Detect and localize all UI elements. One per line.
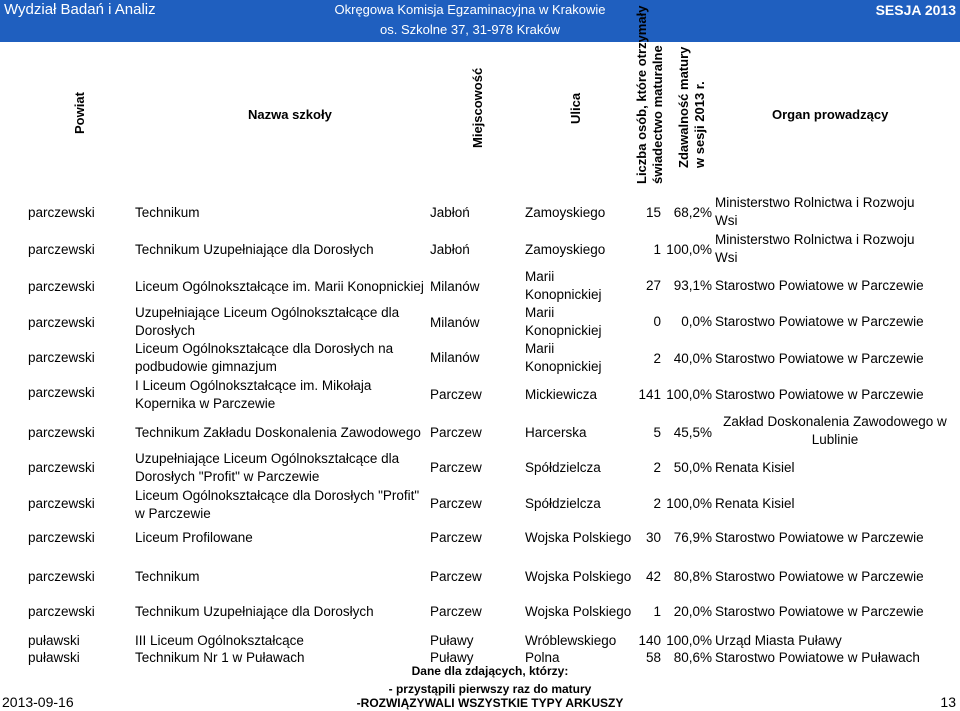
- cell-ulica: Zamoyskiego: [525, 205, 606, 220]
- col-header-nazwa: Nazwa szkoły: [248, 107, 332, 122]
- cell-liczba: 2: [653, 351, 661, 366]
- cell-miejscowosc: Parczew: [430, 387, 482, 402]
- cell-organ: Urząd Miasta Puławy: [715, 633, 842, 648]
- cell-organ: Ministerstwo Rolnictwa i Rozwoju Wsi: [715, 195, 915, 228]
- cell-nazwa: Technikum: [135, 569, 200, 584]
- cell-liczba: 140: [638, 633, 661, 648]
- cell-liczba: 2: [653, 460, 661, 475]
- cell-powiat: parczewski: [28, 279, 95, 294]
- cell-miejscowosc: Parczew: [430, 530, 482, 545]
- cell-nazwa: Technikum: [135, 205, 200, 220]
- cell-liczba: 2: [653, 496, 661, 511]
- cell-organ: Ministerstwo Rolnictwa i Rozwoju Wsi: [715, 232, 915, 265]
- footer-note-title: Dane dla zdających, którzy:: [411, 664, 569, 678]
- cell-organ: Starostwo Powiatowe w Parczewie: [715, 604, 924, 619]
- cell-powiat: parczewski: [28, 530, 95, 545]
- cell-nazwa: Liceum Ogólnokształcące dla Dorosłych na podbudowie gimnazjum: [135, 341, 394, 374]
- cell-nazwa: Technikum Nr 1 w Puławach: [135, 650, 305, 665]
- cell-ulica: Zamoyskiego: [525, 242, 606, 257]
- cell-miejscowosc: Parczew: [430, 604, 482, 619]
- col-header-zdawalnosc: [676, 47, 708, 168]
- cell-organ: Starostwo Powiatowe w Puławach: [715, 650, 920, 665]
- cell-zdawalnosc: 50,0%: [673, 460, 712, 475]
- cell-powiat: parczewski: [28, 496, 95, 511]
- cell-nazwa: Uzupełniające Liceum Ogólnokształcące dla Dorosłych: [135, 305, 400, 338]
- cell-nazwa: Liceum Ogólnokształcące im. Marii Konopnickiej: [135, 279, 424, 294]
- cell-liczba: 15: [645, 205, 661, 220]
- cell-liczba: 42: [645, 569, 661, 584]
- cell-zdawalnosc: 0,0%: [681, 314, 712, 329]
- cell-powiat: parczewski: [28, 569, 95, 584]
- cell-powiat: parczewski: [28, 315, 95, 330]
- cell-liczba: 27: [645, 278, 661, 293]
- header-institution-name: Okręgowa Komisja Egzaminacyjna w Krakowie: [334, 2, 606, 17]
- cell-zdawalnosc: 45,5%: [673, 425, 712, 440]
- cell-liczba: 5: [653, 425, 661, 440]
- cell-miejscowosc: Puławy: [430, 633, 474, 648]
- cell-powiat: puławski: [28, 633, 80, 648]
- cell-powiat: parczewski: [28, 205, 95, 220]
- header-department: Wydział Badań i Analiz: [4, 1, 156, 18]
- col-header-organ: Organ prowadzący: [772, 107, 889, 122]
- cell-organ: Starostwo Powiatowe w Parczewie: [715, 278, 924, 293]
- header-bar: [0, 0, 960, 42]
- cell-powiat: parczewski: [28, 350, 95, 365]
- cell-nazwa: Technikum Uzupełniające dla Dorosłych: [135, 242, 374, 257]
- cell-liczba: 141: [638, 387, 661, 402]
- cell-powiat: parczewski: [28, 460, 95, 475]
- cell-organ: Renata Kisiel: [715, 460, 795, 475]
- cell-organ: Starostwo Powiatowe w Parczewie: [715, 569, 924, 584]
- cell-zdawalnosc: 93,1%: [673, 278, 712, 293]
- cell-ulica: Polna: [525, 650, 560, 665]
- page-number: 13: [940, 694, 956, 710]
- cell-nazwa: Uzupełniające Liceum Ogólnokształcące dla Dorosłych "Profit" w Parczewie: [135, 451, 400, 484]
- cell-ulica: Wróblewskiego: [525, 633, 617, 648]
- cell-nazwa: Liceum Ogólnokształcące dla Dorosłych "Profit" w Parczewie: [135, 488, 420, 521]
- cell-miejscowosc: Parczew: [430, 460, 482, 475]
- cell-ulica: Wojska Polskiego: [525, 604, 632, 619]
- cell-miejscowosc: Puławy: [430, 650, 474, 665]
- cell-organ: Renata Kisiel: [715, 496, 795, 511]
- footer-note-line2: -ROZWIĄZYWALI WSZYSTKIE TYPY ARKUSZY: [356, 696, 624, 710]
- cell-miejscowosc: Parczew: [430, 425, 482, 440]
- cell-ulica: Wojska Polskiego: [525, 569, 632, 584]
- cell-miejscowosc: Milanów: [430, 350, 480, 365]
- cell-powiat: parczewski: [28, 425, 95, 440]
- cell-zdawalnosc: 68,2%: [673, 205, 712, 220]
- col-header-liczba: [634, 6, 666, 184]
- cell-organ: Starostwo Powiatowe w Parczewie: [715, 351, 924, 366]
- cell-liczba: 1: [653, 242, 661, 257]
- col-header-liczba-line1: Liczba osób, które otrzymały: [634, 5, 649, 184]
- cell-ulica: Mickiewicza: [525, 387, 598, 402]
- cell-organ: Starostwo Powiatowe w Parczewie: [715, 530, 924, 545]
- cell-nazwa: Technikum Uzupełniające dla Dorosłych: [135, 604, 374, 619]
- footer-date: 2013-09-16: [2, 694, 74, 710]
- cell-nazwa: I Liceum Ogólnokształcące im. Mikołaja Kopernika w Parczewie: [135, 378, 372, 411]
- cell-ulica: Marii Konopnickiej: [525, 341, 602, 374]
- col-header-liczba-line2: świadectwo maturalne: [650, 45, 665, 184]
- cell-ulica: Wojska Polskiego: [525, 530, 632, 545]
- cell-organ: Zakład Doskonalenia Zawodowego w Lublinie: [723, 414, 947, 447]
- cell-powiat: parczewski: [28, 604, 95, 619]
- cell-nazwa: III Liceum Ogólnokształcące: [135, 633, 304, 648]
- cell-miejscowosc: Parczew: [430, 569, 482, 584]
- cell-zdawalnosc: 80,6%: [673, 650, 712, 665]
- col-header-ulica: Ulica: [568, 92, 583, 124]
- cell-powiat: parczewski: [28, 242, 95, 257]
- col-header-zdawalnosc-line2: w sesji 2013 r.: [692, 81, 707, 168]
- cell-liczba: 1: [653, 604, 661, 619]
- cell-organ: Starostwo Powiatowe w Parczewie: [715, 387, 924, 402]
- col-header-powiat: Powiat: [72, 92, 87, 134]
- cell-miejscowosc: Parczew: [430, 496, 482, 511]
- col-header-zdawalnosc-line1: Zdawalność matury: [676, 46, 691, 168]
- cell-liczba: 30: [645, 530, 661, 545]
- cell-zdawalnosc: 100,0%: [666, 242, 712, 257]
- cell-zdawalnosc: 20,0%: [673, 604, 712, 619]
- cell-powiat: parczewski: [28, 385, 95, 400]
- cell-miejscowosc: Milanów: [430, 315, 480, 330]
- cell-ulica: Marii Konopnickiej: [525, 305, 602, 338]
- cell-ulica: Marii Konopnickiej: [525, 269, 602, 302]
- col-header-miejscowosc: Miejscowość: [470, 67, 485, 148]
- footer-note-line1: - przystąpili pierwszy raz do matury: [388, 682, 592, 696]
- cell-miejscowosc: Jabłoń: [430, 242, 470, 257]
- cell-zdawalnosc: 76,9%: [673, 530, 712, 545]
- cell-zdawalnosc: 100,0%: [666, 387, 712, 402]
- cell-liczba: 58: [645, 650, 661, 665]
- header-session: SESJA 2013: [875, 2, 956, 18]
- cell-powiat: puławski: [28, 650, 80, 665]
- cell-nazwa: Technikum Zakładu Doskonalenia Zawodowego: [135, 425, 421, 440]
- cell-zdawalnosc: 40,0%: [673, 351, 712, 366]
- cell-ulica: Harcerska: [525, 425, 587, 440]
- header-institution-address: os. Szkolne 37, 31-978 Kraków: [380, 22, 560, 37]
- cell-zdawalnosc: 100,0%: [666, 496, 712, 511]
- cell-zdawalnosc: 100,0%: [666, 633, 712, 648]
- cell-liczba: 0: [653, 314, 661, 329]
- cell-ulica: Spółdzielcza: [525, 460, 601, 475]
- header-institution: [300, 0, 640, 40]
- cell-miejscowosc: Milanów: [430, 279, 480, 294]
- cell-ulica: Spółdzielcza: [525, 496, 601, 511]
- cell-miejscowosc: Jabłoń: [430, 205, 470, 220]
- cell-organ: Starostwo Powiatowe w Parczewie: [715, 314, 924, 329]
- cell-zdawalnosc: 80,8%: [673, 569, 712, 584]
- cell-nazwa: Liceum Profilowane: [135, 530, 253, 545]
